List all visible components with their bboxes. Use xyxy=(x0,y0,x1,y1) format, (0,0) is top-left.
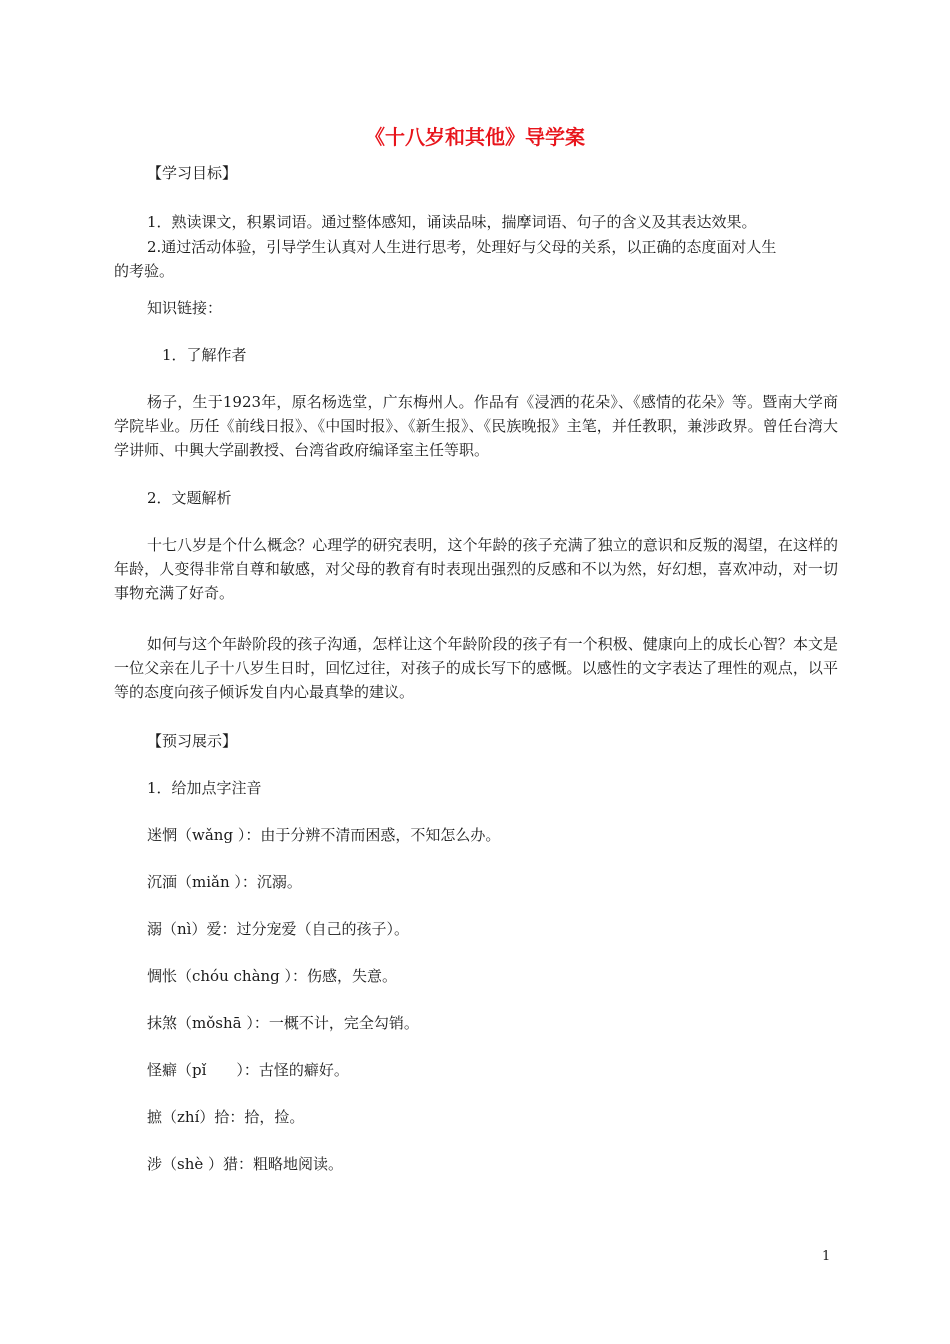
subheading-title-analysis: 2．文题解析 xyxy=(147,489,232,507)
vocab-item: 迷惘（wǎng ）：由于分辨不清而困惑，不知怎么办。 xyxy=(147,826,501,844)
author-paragraph: 杨子，生于1923年，原名杨选堂，广东梅州人。作品有《浸洒的花朵》、《感情的花朵》等。暨南大学商学院毕业。历任《前线日报》、《中国时报》、《新生报》、《民族晚报》主笔，并任教职，兼涉政界。曾任台湾大学讲师、中興大学副教授、台湾省政府编译室主任等职。 xyxy=(114,393,838,459)
section-heading-preview: 【预习展示】 xyxy=(147,732,238,750)
task-heading-phonetic: 1．给加点字注音 xyxy=(147,779,262,797)
subheading-author: 1．了解作者 xyxy=(162,346,247,364)
knowledge-link-heading: 知识链接： xyxy=(147,299,223,317)
section-heading-goals: 【学习目标】 xyxy=(147,164,238,182)
vocab-item: 涉（shè ）猎：粗略地阅读。 xyxy=(147,1155,344,1173)
vocab-item: 怪癖（pǐ ）：古怪的癖好。 xyxy=(147,1061,349,1079)
analysis-paragraph-1: 十七八岁是个什么概念？心理学的研究表明，这个年龄的孩子充满了独立的意识和反叛的渴望，在这样的年龄，人变得非常自尊和敏感，对父母的教育有时表现出强烈的反感和不以为然，好幻想，喜欢冲动，对一切事物充满了好奇。 xyxy=(114,536,838,602)
vocab-item: 摭（zhí）拾：拾，捡。 xyxy=(147,1108,305,1126)
document-title: 《十八岁和其他》导学案 xyxy=(365,125,585,149)
goal-item-2-continued: 的考验。 xyxy=(114,262,175,280)
analysis-paragraph-2: 如何与这个年龄阶段的孩子沟通，怎样让这个年龄阶段的孩子有一个积极、健康向上的成长心智？本文是一位父亲在儿子十八岁生日时，回忆过往，对孩子的成长写下的感慨。以感性的文字表达了理性的观点，以平等的态度向孩子倾诉发自内心最真挚的建议。 xyxy=(114,635,838,701)
vocab-item: 抹煞（mǒshā ）：一概不计，完全勾销。 xyxy=(147,1014,419,1032)
vocab-item: 惆怅（chóu chàng ）：伤感，失意。 xyxy=(147,967,398,985)
goal-item-2: 2.通过活动体验，引导学生认真对人生进行思考，处理好与父母的关系，以正确的态度面对人生 xyxy=(147,238,777,256)
goal-item-1: 1．熟读课文，积累词语。通过整体感知，诵读品味，揣摩词语、句子的含义及其表达效果。 xyxy=(147,213,757,231)
vocab-item: 溺（nì）爱：过分宠爱（自己的孩子）。 xyxy=(147,920,409,938)
vocab-item: 沉湎（miǎn ）：沉溺。 xyxy=(147,873,302,891)
page-number: 1 xyxy=(822,1249,831,1264)
